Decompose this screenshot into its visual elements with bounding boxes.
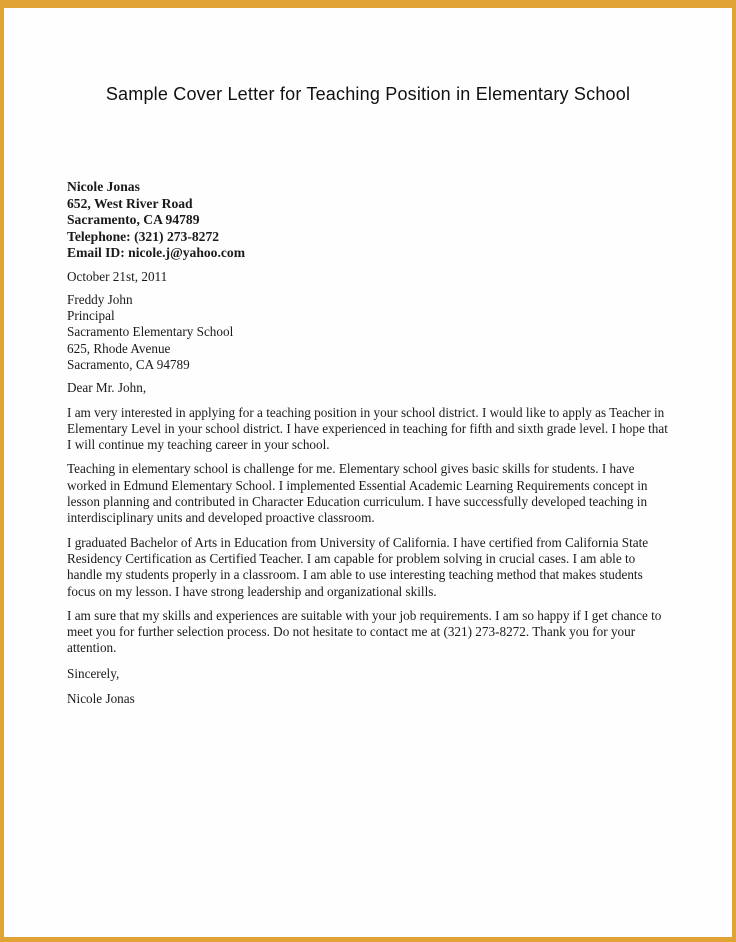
signature: Nicole Jonas — [67, 691, 135, 707]
body-paragraph-3: I graduated Bachelor of Arts in Education from University of California. I have certified from California State Residency Certification as Certified Teacher. I am capable for problem solving in crucial cases. I am able to handle my students properly in a classroom. I am able to use interesting teaching method that makes students focus on my lesson. I have strong leadership and organizational skills. — [67, 534, 649, 599]
valediction: Sincerely, — [67, 665, 120, 681]
recipient-school: Sacramento Elementary School — [67, 324, 234, 340]
page-title: Sample Cover Letter for Teaching Position in Elementary School — [105, 84, 631, 104]
recipient-title: Principal — [67, 308, 115, 324]
letter-body — [67, 179, 669, 707]
recipient-street: 625, Rhode Avenue — [67, 340, 171, 356]
sender-telephone: Telephone: (321) 273-8272 — [67, 228, 220, 244]
letter-date: October 21st, 2011 — [67, 268, 168, 284]
sender-name: Nicole Jonas — [67, 179, 140, 194]
sender-street: 652, West River Road — [67, 195, 193, 211]
body-paragraph-4: I am sure that my skills and experiences are suitable with your job requirements. I am so happy if I get chance to meet you for further selection process. Do not hesitate to contact me at (321) 273-8272. Thank you for your attention. — [67, 607, 662, 656]
body-paragraph-2: Teaching in elementary school is challenge for me. Elementary school gives basic skills for students. I have worked in Edmund Elementary School. I implemented Essential Academic Learning Requirements concept in lesson planning and contributed in Character Education curriculum. I have successfully developed teaching in interdisciplinary units and developed proactive classroom. — [67, 461, 648, 526]
recipient-city: Sacramento, CA 94789 — [67, 356, 190, 372]
sender-block — [67, 179, 669, 262]
sender-email: Email ID: nicole.j@yahoo.com — [67, 245, 246, 260]
salutation: Dear Mr. John, — [67, 380, 147, 396]
sender-city: Sacramento, CA 94789 — [67, 212, 200, 227]
body-paragraph-1: I am very interested in applying for a teaching position in your school district. I would like to apply as Teacher in Elementary Level in your school district. I have experienced in teaching for fifth and sixth grade level. I hope that I will continue my teaching career in your school. — [67, 404, 668, 453]
recipient-block — [67, 292, 669, 373]
recipient-name: Freddy John — [67, 291, 133, 307]
